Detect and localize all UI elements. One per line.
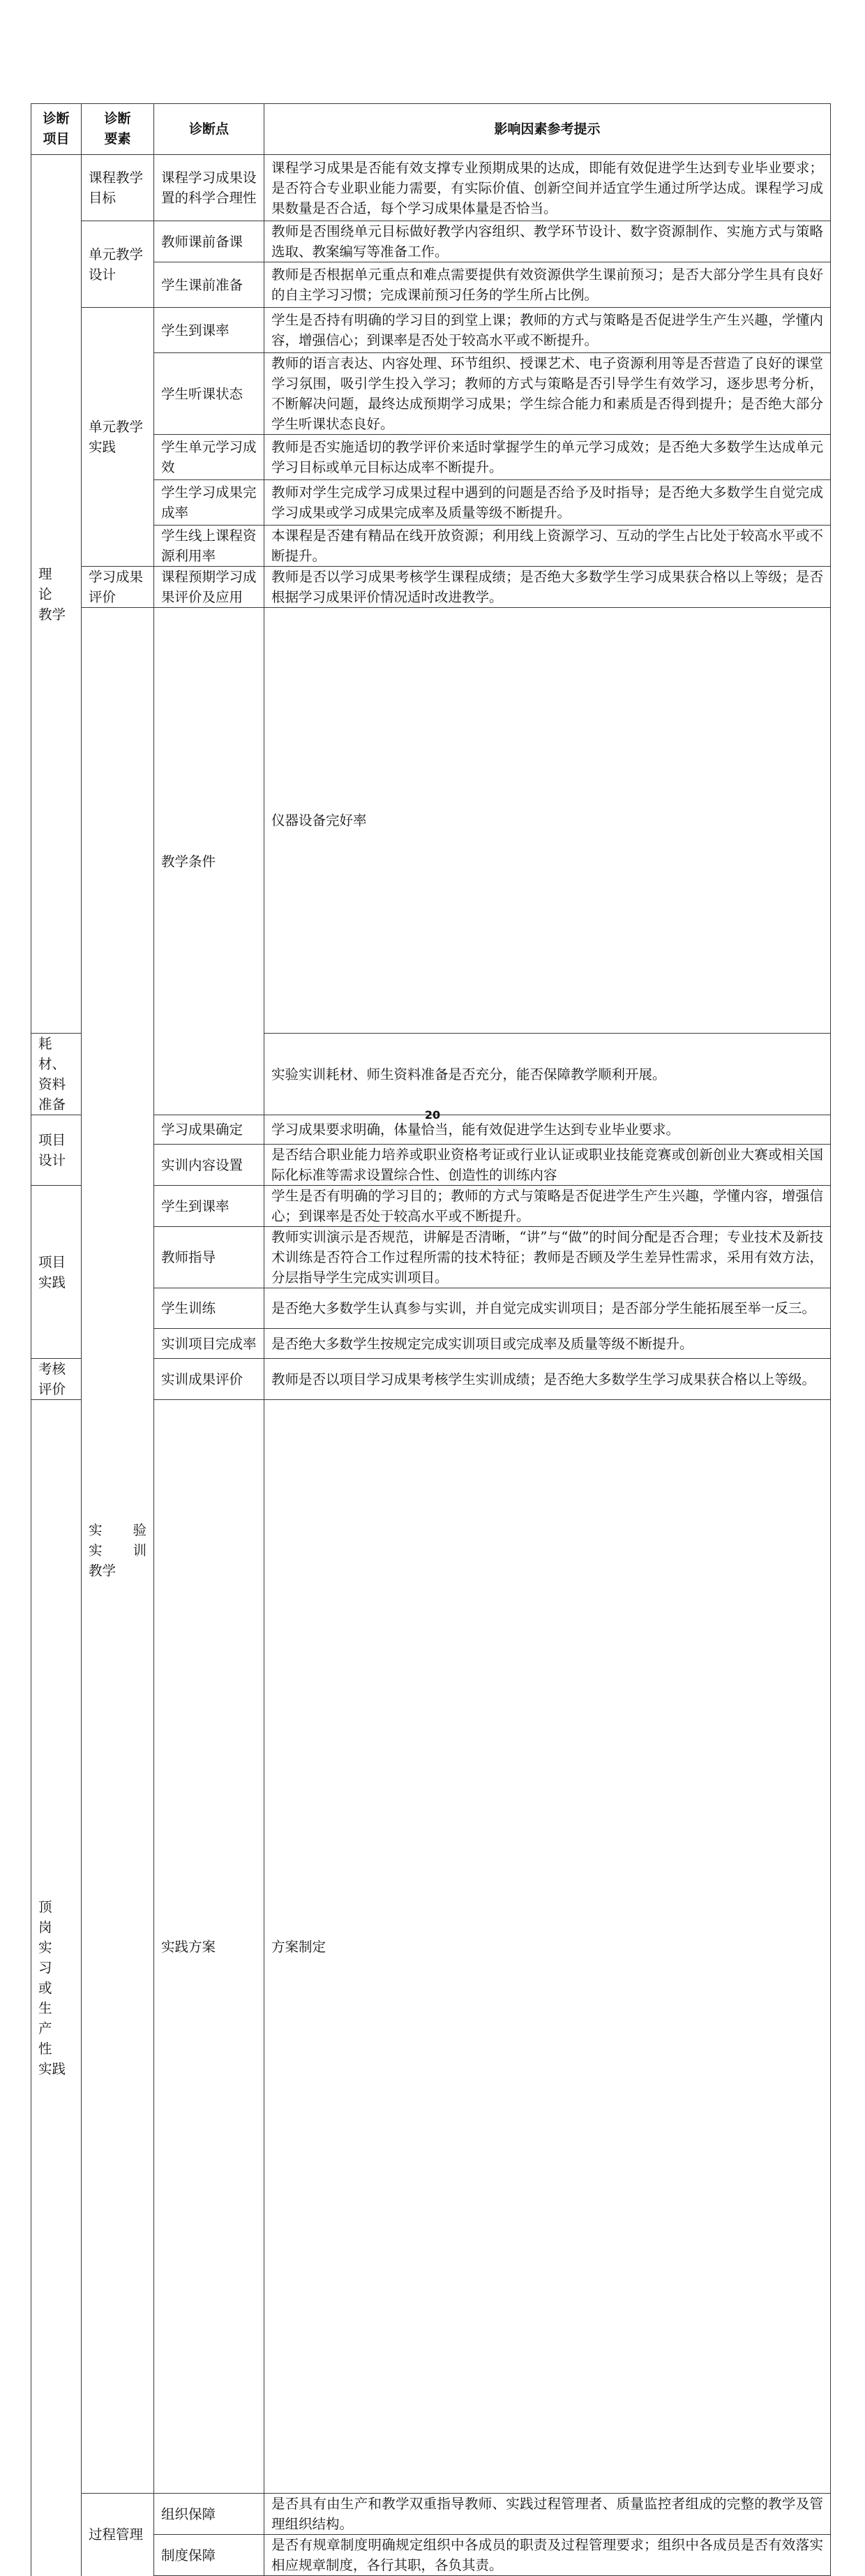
point-cell: 组织保障 xyxy=(154,2494,264,2535)
element-teach-cond: 教学条件 xyxy=(154,608,264,1115)
point-cell: 实训成果评价 xyxy=(154,1359,264,1400)
tip-cell: 教师是否围绕单元目标做好教学内容组织、教学环节设计、数字资源制作、实施方式与策略选取、教案编写等准备工作。 xyxy=(264,221,831,262)
header-item: 诊断 项目 xyxy=(31,104,82,155)
tip-cell: 教师对学生完成学习成果过程中遇到的问题是否给予及时指导；是否绝大多数学生自觉完成学习成果或学习成果完成率及质量等级不断提升。 xyxy=(264,480,831,526)
point-cell: 仪器设备完好率 xyxy=(264,608,831,1034)
tip-cell: 是否具有由生产和教学双重指导教师、实践过程管理者、质量监控者组成的完整的教学及管理组织结构。 xyxy=(264,2494,831,2535)
element-unit-practice: 单元教学实践 xyxy=(82,308,154,567)
tip-cell: 教师的语言表达、内容处理、环节组织、授课艺术、电子资源利用等是否营造了良好的课堂学习氛围，吸引学生投入学习；教师的方式与策略是否引导学生有效学习，逐步思考分析，不断解决问题，最终达成预期学习成果；学生综合能力和素质是否得到提升；是否绝大部分学生听课状态良好。 xyxy=(264,353,831,435)
point-cell: 课程学习成果设置的科学合理性 xyxy=(154,155,264,221)
point-cell: 课程预期学习成果评价及应用 xyxy=(154,567,264,608)
table-row xyxy=(31,155,831,221)
point-cell: 学生到课率 xyxy=(154,308,264,353)
element-proj-practice: 项目实践 xyxy=(31,1186,82,1359)
element-course-goal: 课程教学目标 xyxy=(82,155,154,221)
table-row xyxy=(31,567,831,608)
point-cell: 学生课前准备 xyxy=(154,262,264,308)
page-number: 20 xyxy=(424,1108,441,1122)
table-header-row xyxy=(31,104,831,155)
tip-cell: 学习成果要求明确，体量恰当，能有效促进学生达到专业毕业要求。 xyxy=(264,1115,831,1145)
tip-cell: 教师是否以项目学习成果考核学生实训成绩；是否绝大多数学生学习成果获合格以上等级。 xyxy=(264,1359,831,1400)
tip-cell: 课程学习成果是否能有效支撑专业预期成果的达成，即能有效促进学生达到专业毕业要求；是否符合专业职业能力需要，有实际价值、创新空间并适宜学生通过所学达成。课程学习成果数量是否合适，每个学习成果体量是否恰当。 xyxy=(264,155,831,221)
point-cell: 学习成果确定 xyxy=(154,1115,264,1145)
tip-cell: 本课程是否建有精品在线开放资源；利用线上资源学习、互动的学生占比处于较高水平或不断提升。 xyxy=(264,526,831,567)
point-cell: 教师课前备课 xyxy=(154,221,264,262)
diagnosis-table xyxy=(31,103,831,2576)
item-lab: 实 验 实 训 教学 xyxy=(82,608,154,2494)
element-outcome-eval: 学习成果评价 xyxy=(82,567,154,608)
tip-cell: 学生是否持有明确的学习目的到堂上课；教师的方式与策略是否促进学生产生兴趣，学懂内容，增强信心；到课率是否处于较高水平或不断提升。 xyxy=(264,308,831,353)
element-assess-eval: 考核评价 xyxy=(31,1359,82,1400)
point-cell: 学生单元学习成效 xyxy=(154,435,264,480)
table-row xyxy=(31,221,831,262)
element-unit-design: 单元教学设计 xyxy=(82,221,154,308)
tip-cell: 教师是否根据单元重点和难点需要提供有效资源供学生课前预习；是否大部分学生具有良好的自主学习习惯；完成课前预习任务的学生所占比例。 xyxy=(264,262,831,308)
table-row xyxy=(31,608,831,1034)
tip-cell: 实验实训耗材、师生资料准备是否充分，能否保障教学顺利开展。 xyxy=(264,1034,831,1115)
point-cell: 方案制定 xyxy=(264,1400,831,2494)
tip-cell: 教师实训演示是否规范，讲解是否清晰，“讲”与“做”的时间分配是否合理；专业技术及新技术训练是否符合工作过程所需的技术特征；教师是否顾及学生差异性需求，采用有效方法，分层指导学生完成实训项目。 xyxy=(264,1227,831,1288)
item-intern: 顶 岗 实 习 或 生 产 性 实践 xyxy=(31,1400,82,2576)
point-cell: 实训内容设置 xyxy=(154,1145,264,1186)
point-cell: 学生到课率 xyxy=(154,1186,264,1227)
point-cell: 教师指导 xyxy=(154,1227,264,1288)
point-cell: 学生学习成果完成率 xyxy=(154,480,264,526)
point-cell: 学生线上课程资源利用率 xyxy=(154,526,264,567)
point-cell: 制度保障 xyxy=(154,2535,264,2576)
tip-cell: 教师是否以学习成果考核学生课程成绩；是否绝大多数学生学习成果获合格以上等级；是否根据学习成果评价情况适时改进教学。 xyxy=(264,567,831,608)
tip-cell: 是否有规章制度明确规定组织中各成员的职责及过程管理要求；组织中各成员是否有效落实相应规章制度，各行其职，各负其责。 xyxy=(264,2535,831,2576)
tip-cell: 是否结合职业能力培养或职业资格考证或行业认证或职业技能竞赛或创新创业大赛或相关国际化标准等需求设置综合性、创造性的训练内容 xyxy=(264,1145,831,1186)
tip-cell: 学生是否有明确的学习目的；教师的方式与策略是否促进学生产生兴趣，学懂内容，增强信心；到课率是否处于较高水平或不断提升。 xyxy=(264,1186,831,1227)
element-practice-plan: 实践方案 xyxy=(154,1400,264,2494)
tip-cell: 是否绝大多数学生认真参与实训，并自觉完成实训项目；是否部分学生能拓展至举一反三。 xyxy=(264,1288,831,1329)
element-process-mgmt: 过程管理 xyxy=(82,2494,154,2576)
point-cell: 实训项目完成率 xyxy=(154,1329,264,1359)
table-row xyxy=(31,308,831,353)
point-cell: 耗材、资料准备 xyxy=(31,1034,82,1115)
header-tip: 影响因素参考提示 xyxy=(264,104,831,155)
tip-cell: 是否绝大多数学生按规定完成实训项目或完成率及质量等级不断提升。 xyxy=(264,1329,831,1359)
point-cell: 学生训练 xyxy=(154,1288,264,1329)
element-proj-design: 项目设计 xyxy=(31,1115,82,1186)
point-cell: 学生听课状态 xyxy=(154,353,264,435)
item-theory: 理 论 教学 xyxy=(31,155,82,1034)
table-row xyxy=(31,2494,831,2535)
header-point: 诊断点 xyxy=(154,104,264,155)
tip-cell: 教师是否实施适切的教学评价来适时掌握学生的单元学习成效；是否绝大多数学生达成单元学习目标或单元目标达成率不断提升。 xyxy=(264,435,831,480)
header-element: 诊断 要素 xyxy=(82,104,154,155)
